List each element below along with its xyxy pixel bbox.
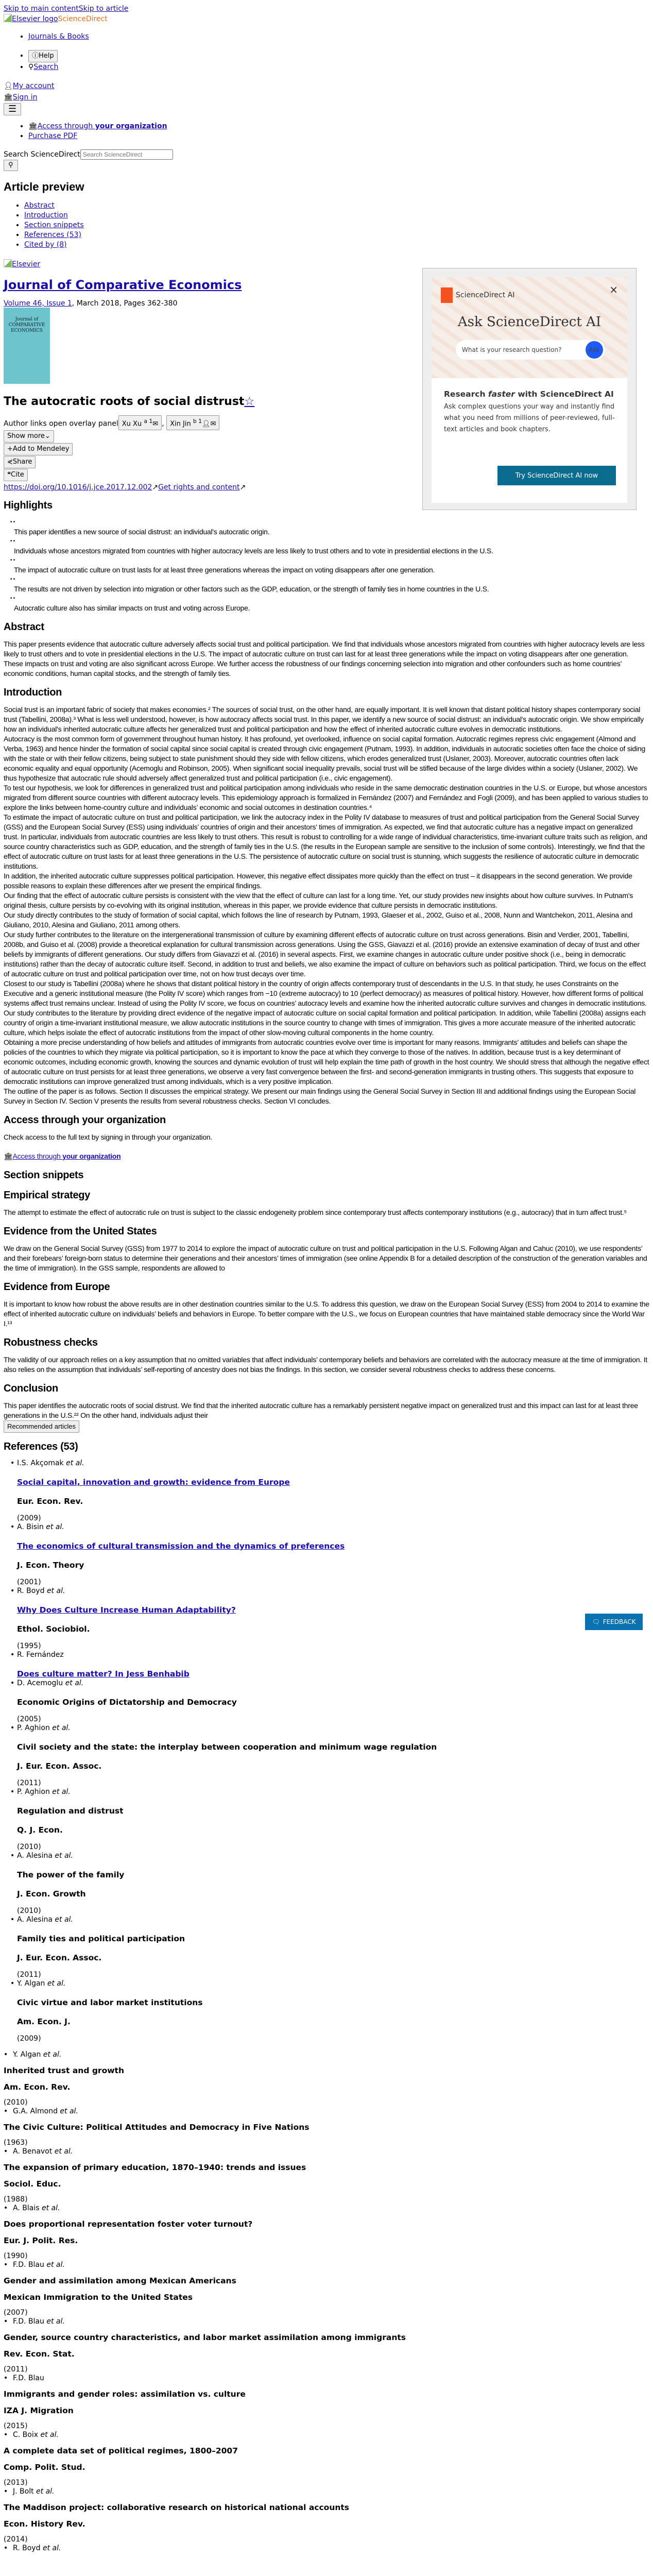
et-al: et al. (65, 1679, 84, 1688)
intro-paragraph: Our study further contributes to the literature on the intergenerational transmission of culture by examining different effects of autocratic culture on trust across generations. Bisin and Verdier, 2001, Tabellini, 2008b, and Guiso et al. (2008) provide a theoretical explanation for cultural transmission across generations. Using the GSS, Giavazzi et al. (2016) provide an extensive examination of decay of trust and other beliefs by immigrants of different generations. Our study differs from Giavazzi et al. (2016) in several aspects. First, we examine changes in autocratic culture under positive shock (i.e., being in democratic institutions) rather than the decay of autocratic culture itself. Second, in addition to trust and beliefs, we also examine the impact of culture on behaviors such as political participation. Third, we focus on the effect of autocratic culture on trust and political participation over time, not on how trust decays over time. (4, 930, 646, 978)
recommended-articles-button[interactable]: Recommended articles (4, 1420, 79, 1433)
snippet-heading: Evidence from the United States (4, 1226, 157, 1238)
search-submit-button[interactable] (4, 160, 18, 171)
intro-paragraph: Closest to our study is Tabellini (2008a) where he shows that distant political history in the country of origin affects contemporary trust of descendants in the U.S. In that study, he uses Constraints on the Executive and a generic institutional measure (the Polity IV score) which ranges from −10 (extreme autocracy) to 10 (perfect democracy) as measures of political history. However, how different forms of political systems affect trust remains unclear. Instead of using the Polity IV score, we focus on countries’ autocracy levels and examine how the inherited autocratic culture survives and changes in democratic institutions. (4, 979, 647, 1008)
reference-item (4, 2544, 649, 2553)
help-button[interactable]: ⓘHelp (28, 50, 58, 62)
snippet-text: The attempt to estimate the effect of autocratic rule on trust is subject to the classic endogeneity problem since contemporary trust affects contemporary institutions (e.g., autocracy) that in turn affect trust.⁵ (4, 1208, 627, 1217)
reference-item (4, 2147, 649, 2204)
reference-authors (10, 1587, 649, 1596)
reference-authors (4, 2204, 649, 2213)
reference-title-link[interactable]: The economics of cultural transmission and the dynamics of preferences (17, 1541, 345, 1551)
et-al: et al. (41, 2204, 60, 2213)
et-al: et al. (55, 1852, 73, 1860)
purchase-pdf-link[interactable]: Purchase PDF (28, 132, 78, 140)
et-al: et al. (47, 1979, 66, 1988)
reference-item (10, 1679, 649, 1724)
reference-journal: J. Econ. Theory (17, 1561, 84, 1570)
reference-title: The expansion of primary education, 1870–1940: trends and issues (4, 2163, 306, 2173)
author-name: P. Aghion (17, 1788, 50, 1797)
intro-paragraph: Social trust is an important fabric of society that makes economies.² The sources of social trust, on the other hand, are equally important. It is well known that distant political history shapes contemporary social trust (Tabellini, 2008a).³ What is less well understood, however, is how autocracy affects social trust. In this paper, we identify a new source of social distrust: an individual's autocratic origin. We show empirically how an individual's inherited autocratic culture affects her generalized trust and political participation and how the effect of inherited autocratic culture evolves in democratic institutions. (4, 705, 644, 734)
access-heading: Access through your organization (4, 1114, 166, 1126)
references-list (4, 1459, 649, 2043)
intro-paragraph: Our finding that the effect of autocratic culture persists is consistent with the view that the effect of culture can last for a long time. Yet, our study provides new insights about how culture survives. In Putnam's original thesis, culture persists by co-evolving with its original institution, whereas in this paper, we provide evidence that culture persists in democratic institutions. (4, 891, 633, 910)
reference-item (4, 2431, 649, 2487)
author-button[interactable]: Xu Xu $^{a 1}$✉ (118, 415, 162, 430)
reference-title: Does proportional representation foster voter turnout? (4, 2219, 253, 2229)
close-icon[interactable]: × (609, 283, 618, 296)
author-button[interactable]: Xin Jin $^{b 1}$👤︎✉ (166, 415, 219, 430)
author-name: A. Bisin (17, 1523, 44, 1532)
reference-authors (4, 2317, 649, 2326)
reference-title[interactable] (17, 1477, 649, 1487)
broken-image-icon (4, 259, 12, 267)
et-al: et al. (40, 2431, 59, 2439)
reference-journal: Ethol. Sociobiol. (17, 1624, 90, 1634)
reference-journal: Rev. Econ. Stat. (4, 2349, 75, 2359)
journal-title-link[interactable]: Journal of Comparative Economics (4, 278, 242, 292)
reference-authors (10, 1724, 649, 1733)
reference-authors (4, 2147, 649, 2156)
reference-item (10, 1459, 649, 1523)
snippets-heading: Section snippets (4, 1170, 84, 1181)
author-name: F.D. Blau (13, 2261, 44, 2269)
search-icon: ⚲ (28, 63, 34, 71)
sciencedirect-ai-modal (422, 268, 637, 510)
reference-authors (10, 1459, 649, 1468)
reference-year: (2011) (17, 1779, 41, 1788)
highlight-item (10, 575, 649, 594)
reference-authors (10, 1852, 649, 1860)
person-icon: 👤︎ (202, 420, 211, 428)
external-link-icon: ↗ (239, 483, 246, 492)
reference-journal: J. Eur. Econ. Assoc. (17, 1953, 102, 1963)
star-icon[interactable]: ☆ (244, 395, 255, 408)
toc-snippets[interactable]: Section snippets (24, 221, 84, 229)
user-icon: 👤︎ (4, 82, 13, 90)
reference-authors (4, 2431, 649, 2439)
author-name: G.A. Almond (13, 2107, 58, 2116)
reference-title: Civic virtue and labor market institutions (17, 1998, 203, 2008)
chevron-down-icon: ⌄ (44, 432, 50, 440)
author-name: P. Aghion (17, 1724, 50, 1733)
highlight-item (10, 594, 649, 613)
snippet-heading: Robustness checks (4, 1337, 98, 1349)
reference-item (10, 1852, 649, 1916)
publisher-link[interactable]: Elsevier (4, 260, 40, 268)
add-to-mendeley-button[interactable]: +Add to Mendeley (4, 443, 73, 455)
snippet-text: It is important to know how robust the above results are in other destination countries similar to the U.S. To address this question, we draw on the European Social Survey (ESS) from 2004 to 2014 to examine the effect of inherited autocratic culture on individuals’ beliefs and behaviors in Europe. To better compare with the U.S., we focus on European countries that have maintained stable democracy since the World War I.¹³ (4, 1300, 649, 1328)
intro-paragraph: Our study contributes to the literature by providing direct evidence of the negative impact of autocratic culture on social capital formation and political participation. In addition, while Tabellini (2008a) assigns each country of origin a time-invariant institutional measure, we allow autocratic institutions in the source country to change with times of immigration. This gives a more accurate measure of the inherited autocratic culture, which helps isolate the effect of autocratic institutions from the impact of other slow-moving cultural components in the home country. (4, 1009, 646, 1037)
reference-title-link[interactable]: Does culture matter? In Jess Benhabib (17, 1669, 190, 1679)
reference-journal: Eur. J. Polit. Res. (4, 2236, 78, 2246)
reference-authors (4, 2374, 649, 2383)
reference-title[interactable] (17, 1541, 649, 1551)
reference-title: The Maddison project: collaborative research on historical national accounts (4, 2503, 350, 2513)
access-org-link[interactable]: Access through your organization (37, 122, 167, 130)
institution-icon: 🏛︎ (28, 122, 38, 130)
speech-bubble-icon: 🗨︎ (592, 1618, 600, 1626)
toc-references[interactable]: References (53) (24, 231, 81, 239)
elsevier-logo-link[interactable] (4, 15, 58, 23)
reference-year: (1988) (4, 2195, 28, 2204)
et-al: et al. (42, 2544, 61, 2553)
reference-year: (2010) (17, 1843, 41, 1852)
reference-year: (2007) (4, 2309, 28, 2317)
author-name: D. Acemoglu (17, 1679, 63, 1688)
reference-journal: Comp. Polit. Stud. (4, 2463, 85, 2472)
snippet-text: The validity of our approach relies on a key assumption that no omitted variables that affect individuals’ contemporary beliefs and behaviors are correlated with the autocracy measure at the time of immigration. It also relies on the assumption that individuals’ self-reporting of ancestry does not bias the findings. In this section, we consider several robustness checks to address these concerns. (4, 1355, 647, 1374)
et-al: et al. (52, 1724, 71, 1733)
highlight-item (10, 518, 649, 537)
intro-paragraph: The outline of the paper is as follows. Section II discusses the empirical strategy. We present our main findings using the General Social Survey in Section III and additional findings using the European Social Survey in Section IV. Section V presents the results from several robustness checks. Section VI concludes. (4, 1087, 636, 1106)
quote-icon: ❝ (7, 471, 11, 479)
highlight-item (10, 537, 649, 556)
toc-abstract[interactable]: Abstract (24, 201, 55, 210)
highlight-text: Individuals whose ancestors migrated from countries with higher autocracy levels are less likely to trust others and to vote in presidential elections in the U.S. (14, 547, 493, 555)
et-al: et al. (46, 2317, 65, 2326)
reference-year: (2010) (17, 1907, 41, 1916)
snippet-heading: Evidence from Europe (4, 1281, 110, 1293)
reference-year: (1963) (4, 2139, 28, 2147)
intro-paragraph: Our study directly contributes to the study of formation of social capital, which follows the line of research by Putnam, 1993, Glaeser et al., 2002, Guiso et al., 2008, Nunn and Wantchekon, 2011, Alesina and Giuliano, 2010, Alesina and Giuliano, 2011 among others. (4, 911, 633, 929)
external-link-icon: ↗ (152, 483, 159, 492)
reference-item (10, 1916, 649, 1979)
try-ai-button[interactable]: Try ScienceDirect AI now (497, 466, 616, 485)
reference-year: (2013) (4, 2479, 28, 2487)
references-heading: References (53) (4, 1441, 78, 1453)
doi-link[interactable]: https://doi.org/10.1016/j.jce.2017.12.002 (4, 483, 152, 492)
highlight-text: Autocratic culture also has similar impacts on trust and voting across Europe. (14, 604, 250, 613)
abstract-heading: Abstract (4, 621, 44, 633)
et-al: et al. (46, 1587, 65, 1596)
reference-item (4, 2050, 649, 2107)
broken-image-icon (4, 14, 12, 22)
author-name: A. Benavot (13, 2147, 53, 2156)
reference-journal: Mexican Immigration to the United States (4, 2293, 193, 2302)
author-name: C. Boix (13, 2431, 39, 2439)
reference-year: (2009) (17, 2035, 41, 2043)
reference-item (4, 2261, 649, 2317)
reference-authors (10, 1979, 649, 1988)
intro-paragraph: To test our hypothesis, we look for differences in generalized trust and political participation among individuals who reside in the same democratic destination countries in the U.S. or Europe, but whose ancestors migrated from different source countries with different autocracy levels. This epidemiology approach is formalized in Fernández (2007) and Fernández and Fogli (2009), and has been applied to various studies to explore the links between home-country culture and individuals’ economic and social outcomes in destination countries.⁴ (4, 784, 648, 812)
sciencedirect-ai-logo (441, 287, 453, 303)
et-al: et al. (46, 2261, 65, 2269)
author-name: A. Alesina (17, 1916, 53, 1924)
plus-icon: + (7, 445, 13, 453)
reference-authors (4, 2487, 649, 2496)
author-name: R. Fernández (17, 1651, 64, 1659)
reference-year: (2011) (4, 2365, 28, 2374)
modal-description: Ask complex questions your way and instantly find what you need from millions of peer-reviewed, full-text articles and book chapters. (444, 403, 615, 433)
reference-journal: J. Eur. Econ. Assoc. (17, 1761, 102, 1771)
snippet-text: This paper identifies the autocratic roots of social distrust. We find that the inherited autocratic culture has a remarkably persistent negative impact on generalized trust and this impact can last for at least three generations in the U.S.²² On the other hand, individuals adjust their (4, 1401, 638, 1420)
reference-title: The power of the family (17, 1870, 125, 1880)
reference-title: Civil society and the state: the interplay between cooperation and minimum wage regulation (17, 1742, 437, 1752)
author-name: Y. Algan (13, 2050, 41, 2059)
reference-title-link[interactable]: Why Does Culture Increase Human Adaptability? (17, 1605, 236, 1615)
reference-item (10, 1979, 649, 2043)
author-name: F.D. Blau (13, 2317, 44, 2326)
institution-icon: 🏛︎ (4, 1152, 13, 1161)
article-toc (4, 201, 649, 250)
author-name: I.S. Akçomak (17, 1459, 64, 1468)
nav-journals-books[interactable]: Journals & Books (28, 32, 89, 41)
help-icon: ⓘ (32, 52, 39, 60)
reference-item (10, 1651, 649, 1679)
hamburger-icon: ☰ (8, 104, 17, 114)
reference-title-link[interactable]: Social capital, innovation and growth: evidence from Europe (17, 1478, 290, 1487)
et-al: et al. (52, 1788, 71, 1797)
author-name: F.D. Blau (13, 2374, 44, 2383)
reference-year: (2005) (17, 1715, 41, 1724)
reference-item (4, 2374, 649, 2431)
email-icon: ✉ (152, 420, 159, 428)
author-name: R. Boyd (17, 1587, 45, 1596)
reference-title[interactable] (17, 1605, 649, 1615)
reference-year: (2015) (4, 2422, 28, 2431)
journal-cover[interactable]: Journal of COMPARATIVE ECONOMICS (4, 308, 50, 384)
reference-year: (2001) (17, 1578, 41, 1587)
modal-brand: ScienceDirect AI (456, 291, 515, 299)
author-name: A. Blais (13, 2204, 40, 2213)
institution-icon: 🏛︎ (4, 93, 13, 101)
reference-title: The Civic Culture: Political Attitudes and Democracy in Five Nations (4, 2123, 310, 2132)
intro-paragraph: To estimate the impact of autocratic culture on trust and political participation, we link the autocracy index in the Polity IV database to measures of trust and political participation from the General Social Survey (GSS) and the European Social Survey (ESS) using individuals’ countries of origin and their ancestors’ times of immigration. As expected, we find that autocratic culture has a negative impact on generalized trust. In particular, individuals from autocratic countries are less likely to trust others. This result is robust to controlling for a wide range of individual characteristics, time-invariant culture traits such as religion, and source country characteristics such as GDP, education, and the strength of family ties in the U.S. (the results in the European sample are sensitive to the inclusion of some controls). Interestingly, we find that the effect of autocratic culture on trust lasts for at least three generations in the U.S. The persistence of autocratic culture on social trust is stunning, which suggests the resilience of autocratic culture in democratic institutions. (4, 813, 647, 871)
reference-journal: Eur. Econ. Rev. (17, 1497, 83, 1506)
introduction-heading: Introduction (4, 687, 62, 699)
reference-item (10, 1724, 649, 1788)
reference-journal: Am. Econ. J. (17, 2017, 71, 2027)
rights-link[interactable]: Get rights and content (158, 483, 240, 492)
reference-title: Immigrants and gender roles: assimilation vs. culture (4, 2389, 246, 2399)
search-label: Search ScienceDirect (4, 150, 80, 159)
reference-title: Family ties and political participation (17, 1934, 185, 1944)
article-title: The autocratic roots of social distrust (4, 395, 245, 408)
et-al: et al. (54, 2147, 73, 2156)
logo-alt: Elsevier logo (12, 15, 58, 23)
share-button[interactable]: ⋞Share (4, 456, 36, 468)
reference-item (4, 2487, 649, 2544)
reference-title: Gender and assimilation among Mexican Americans (4, 2276, 236, 2286)
reference-authors (10, 1651, 649, 1659)
et-al: et al. (60, 2107, 78, 2116)
references-list-continued (4, 2050, 649, 2553)
ask-button[interactable]: Ask (586, 341, 603, 359)
modal-subheading: Research faster with ScienceDirect AI (444, 389, 614, 399)
et-al: et al. (46, 1523, 64, 1532)
cite-button[interactable]: ❝Cite (4, 469, 28, 481)
et-al: et al. (55, 1916, 73, 1924)
highlights-heading: Highlights (4, 500, 53, 512)
author-name: A. Alesina (17, 1852, 53, 1860)
skip-main-link[interactable]: Skip to main content (4, 5, 79, 13)
modal-heading: Ask ScienceDirect AI (457, 314, 602, 330)
snippet-heading: Empirical strategy (4, 1190, 91, 1201)
bullet-icon: • • (10, 538, 15, 545)
snippet-text: We draw on the General Social Survey (GSS) from 1977 to 2014 to explore the impact of autocratic culture on trust and political participation in the U.S. Following Algan and Cahuc (2010), we use respondents’ and their forebears’ foreign-born status to determine their generations and their ancestors’ times of immigration (see online Appendix B for a detailed description of the construction of the generation variables and the time of immigration). In the GSS sample, respondents are allowed to (4, 1244, 647, 1273)
access-org-link[interactable]: Access through your organization (12, 1152, 121, 1161)
reference-item (10, 1523, 649, 1587)
search-icon: ⚲ (8, 161, 13, 169)
snippet-heading: Conclusion (4, 1383, 58, 1395)
author-name: Y. Algan (17, 1979, 45, 1988)
reference-year: (1995) (17, 1642, 41, 1651)
reference-journal: Am. Econ. Rev. (4, 2082, 71, 2092)
reference-item (4, 2107, 649, 2147)
reference-title: A complete data set of political regimes, 1800–2007 (4, 2446, 238, 2456)
reference-year: (2009) (17, 1514, 41, 1523)
abstract-text: This paper presents evidence that autocratic culture adversely affects social trust and political participation. We find that individuals whose ancestors migrated from countries with higher autocracy levels are less likely to trust others and to vote in presidential elections in the U.S. The impact of autocratic culture on trust can last for at least three generations while the impact on voting disappears after one generation. These impacts on trust and voting are also significant across Europe. We further access the robustness of our findings concerning selection into migration and other confounders such as home countries’ economic conditions, human capital stocks, and the strength of family ties. (4, 640, 645, 678)
share-icon: ⋞ (7, 458, 13, 466)
reference-authors (10, 1788, 649, 1797)
intro-paragraph: Autocracy is the most common form of government throughout human history. It has profound, yet overlooked, influence on social capital formation. Autocratic regimes repress civic engagement (Almond and Verba, 1963) and hence hinder the formation of social capital since social capital is created through civic engagement (Putnam, 1993). In addition, individuals in autocratic societies often face the choice of siding with the state or with their fellow citizens, being subject to state punishment should they side with fellow citizens, which erodes generalized trust (Uslaner, 2003). Moreover, autocratic countries often lack economic equality and equal opportunity (Acemoglu and Robinson, 2005). When significant social inequality prevails, social trust will be stifled because of the large divides within a society (Uslaner, 2002). We thus hypothesize that autocratic rule should adversely affect generalized trust and political participation (i.e., civic engagement). (4, 735, 645, 783)
reference-title: Economic Origins of Dictatorship and Democracy (17, 1698, 237, 1707)
reference-title: Gender, source country characteristics, and labor market assimilation among immigrants (4, 2333, 406, 2343)
reference-year: (2010) (4, 2098, 28, 2107)
issue-details: , March 2018, Pages 362-380 (72, 299, 178, 308)
reference-title[interactable] (17, 1669, 649, 1679)
article-preview-heading: Article preview (4, 180, 84, 193)
highlight-text: The impact of autocratic culture on trust lasts for at least three generations whereas the impact on voting disappears after one generation. (14, 566, 435, 574)
menu-button[interactable] (4, 103, 21, 115)
nav-search[interactable]: Search (33, 63, 59, 71)
sign-in-link[interactable]: Sign in (12, 93, 38, 101)
reference-journal: Econ. History Rev. (4, 2519, 85, 2529)
highlight-text: This paper identifies a new source of social distrust: an individual's autocratic origin. (14, 528, 270, 536)
reference-title: Inherited trust and growth (4, 2066, 124, 2076)
reference-authors (4, 2107, 649, 2116)
reference-item (10, 1788, 649, 1852)
reference-item (4, 2317, 649, 2374)
highlight-item (10, 556, 649, 575)
access-text: Check access to the full text by signing in through your organization. (4, 1133, 213, 1142)
author-name: R. Boyd (13, 2544, 41, 2553)
skip-article-link[interactable]: Skip to article (78, 5, 129, 13)
et-al: et al. (43, 2050, 62, 2059)
reference-authors (10, 1523, 649, 1532)
sciencedirect-brand[interactable]: ScienceDirect (58, 15, 108, 23)
highlight-text: The results are not driven by selection into migration or other factors such as the GDP, education, or the strength of family ties in home countries in the U.S. (14, 585, 489, 594)
reference-journal: Sociol. Educ. (4, 2179, 61, 2189)
reference-journal: J. Econ. Growth (17, 1889, 86, 1899)
bullet-icon: • • (10, 557, 15, 564)
search-input[interactable] (80, 149, 173, 160)
authors-label: Author links open overlay panel (4, 419, 118, 428)
reference-year: (2014) (4, 2535, 28, 2544)
my-account-link[interactable]: My account (12, 82, 55, 90)
reference-item (10, 1587, 649, 1651)
reference-authors (4, 2544, 649, 2553)
email-icon: ✉ (210, 420, 216, 428)
intro-paragraph: Obtaining a more precise understanding of how beliefs and attitudes of immigrants from autocratic countries evolve over time is important for many reasons. Immigrants’ attitudes and beliefs can shape the policies of the countries to which they migrate via political participation, so it is important to know the pace at which they converge to those of the natives. In addition, because trust is a key determinant of economic outcomes, including economic growth, knowing the sources and dynamic evolution of trust will help explain the time path of growth in the host country. We should stress that although the negative effect of autocratic culture on trust persists for at least three generations, we observe a very fast convergence between the first- and second-generation immigrants in trusting others. This suggests that exposure to democratic institutions can improve generalized trust among individuals, which is a very positive implication. (4, 1038, 649, 1086)
reference-authors (4, 2050, 649, 2059)
reference-title: Regulation and distrust (17, 1806, 124, 1816)
et-al: et al. (66, 1459, 84, 1468)
bullet-icon: • • (10, 596, 15, 602)
reference-journal: IZA J. Migration (4, 2406, 74, 2416)
reference-year: (2011) (17, 1971, 41, 1979)
bullet-icon: • • (10, 577, 15, 583)
reference-authors (4, 2261, 649, 2269)
reference-journal: Q. J. Econ. (17, 1825, 63, 1835)
toc-introduction[interactable]: Introduction (24, 211, 68, 219)
author-name: J. Bolt (13, 2487, 34, 2496)
intro-paragraph: In addition, the inherited autocratic culture suppresses political participation. However, this negative effect dissipates more quickly than the effect on trust – it disappears in the second generation. We provide possible reasons to explain these differences after we present the empirical findings. (4, 872, 632, 890)
feedback-button[interactable]: 🗨︎ FEEDBACK (585, 1614, 643, 1630)
research-question-input[interactable]: What is your research question? Ask (456, 340, 605, 360)
et-al: et al. (36, 2487, 55, 2496)
reference-authors (10, 1916, 649, 1924)
toc-cited-by[interactable]: Cited by (8) (24, 241, 67, 249)
highlights-list (4, 518, 649, 613)
reference-item (4, 2204, 649, 2261)
show-more-button[interactable]: Show more⌄ (4, 430, 54, 443)
bullet-icon: • • (10, 519, 15, 526)
volume-link[interactable]: Volume 46, Issue 1 (4, 299, 72, 308)
reference-authors (10, 1679, 649, 1688)
reference-year: (1990) (4, 2252, 28, 2261)
